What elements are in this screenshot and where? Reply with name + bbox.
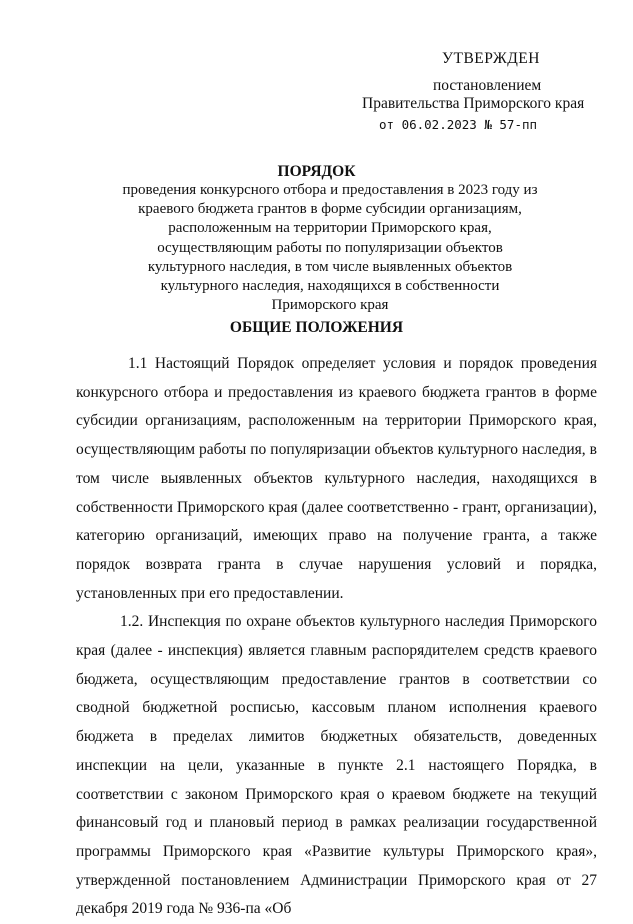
approved-by-label: постановлением — [433, 77, 542, 94]
paragraph-1-2: 1.2. Инспекция по охране объектов культурного наследия Приморского края (далее - инспекция) является главным распорядителем средств краевого бюджета, осуществляющим предоставление грантов в соответствии со сводной бюджетной росписью, кассовым планом исполнения краевого бюджета в пределах лимитов бюджетных обязательств, доведенных инспекции на цели, указанные в пункте 2.1 настоящего Порядка, в соответствии с законом Приморского края о краевом бюджете на текущий финансовый год и плановый период в рамках реализации государственной программы Приморского края «Развитие культуры Приморского края», утвержденной постановлением Администрации Приморского края от 27 декабря 2019 года № 936-па «Об — [76, 613, 597, 918]
subtitle-line: проведения конкурсного отбора и предоставления в 2023 году из — [122, 182, 538, 198]
subtitle-line: краевого бюджета грантов в форме субсидии организациям, — [138, 201, 522, 218]
section-heading: ОБЩИЕ ПОЛОЖЕНИЯ — [229, 319, 404, 336]
document-title: ПОРЯДОК — [277, 163, 356, 180]
subtitle-line: расположенным на территории Приморского края, — [168, 220, 492, 237]
paragraph-1-1: 1.1 Настоящий Порядок определяет условия и порядок проведения конкурсного отбора и предоставления из краевого бюджета грантов в форме субсидии организациям, расположенным на территории Приморского края, осуществляющим работы по популяризации объектов культурного наследия, в том числе выявленных объектов культурного наследия, находящихся в собственности Приморского края (далее соответственно - грант, организации), категорию организаций, имеющих право на получение гранта, а также порядок возврата гранта в случае нарушения условий и порядка, установленных при его предоставлении. — [76, 355, 597, 602]
subtitle-line: Приморского края — [271, 297, 389, 314]
document-subtitle — [60, 181, 600, 315]
document-body — [76, 350, 597, 924]
subtitle-line: осуществляющим работы по популяризации объектов — [157, 239, 503, 256]
approved-heading: УТВЕРЖДЕН — [442, 50, 540, 67]
resolution-date-number: от 06.02.2023 № 57-пп — [379, 117, 538, 132]
subtitle-line: культурного наследия, находящихся в собственности — [160, 278, 500, 295]
approving-authority: Правительства Приморского края — [362, 95, 585, 112]
subtitle-line: культурного наследия, в том числе выявленных объектов — [147, 258, 513, 275]
